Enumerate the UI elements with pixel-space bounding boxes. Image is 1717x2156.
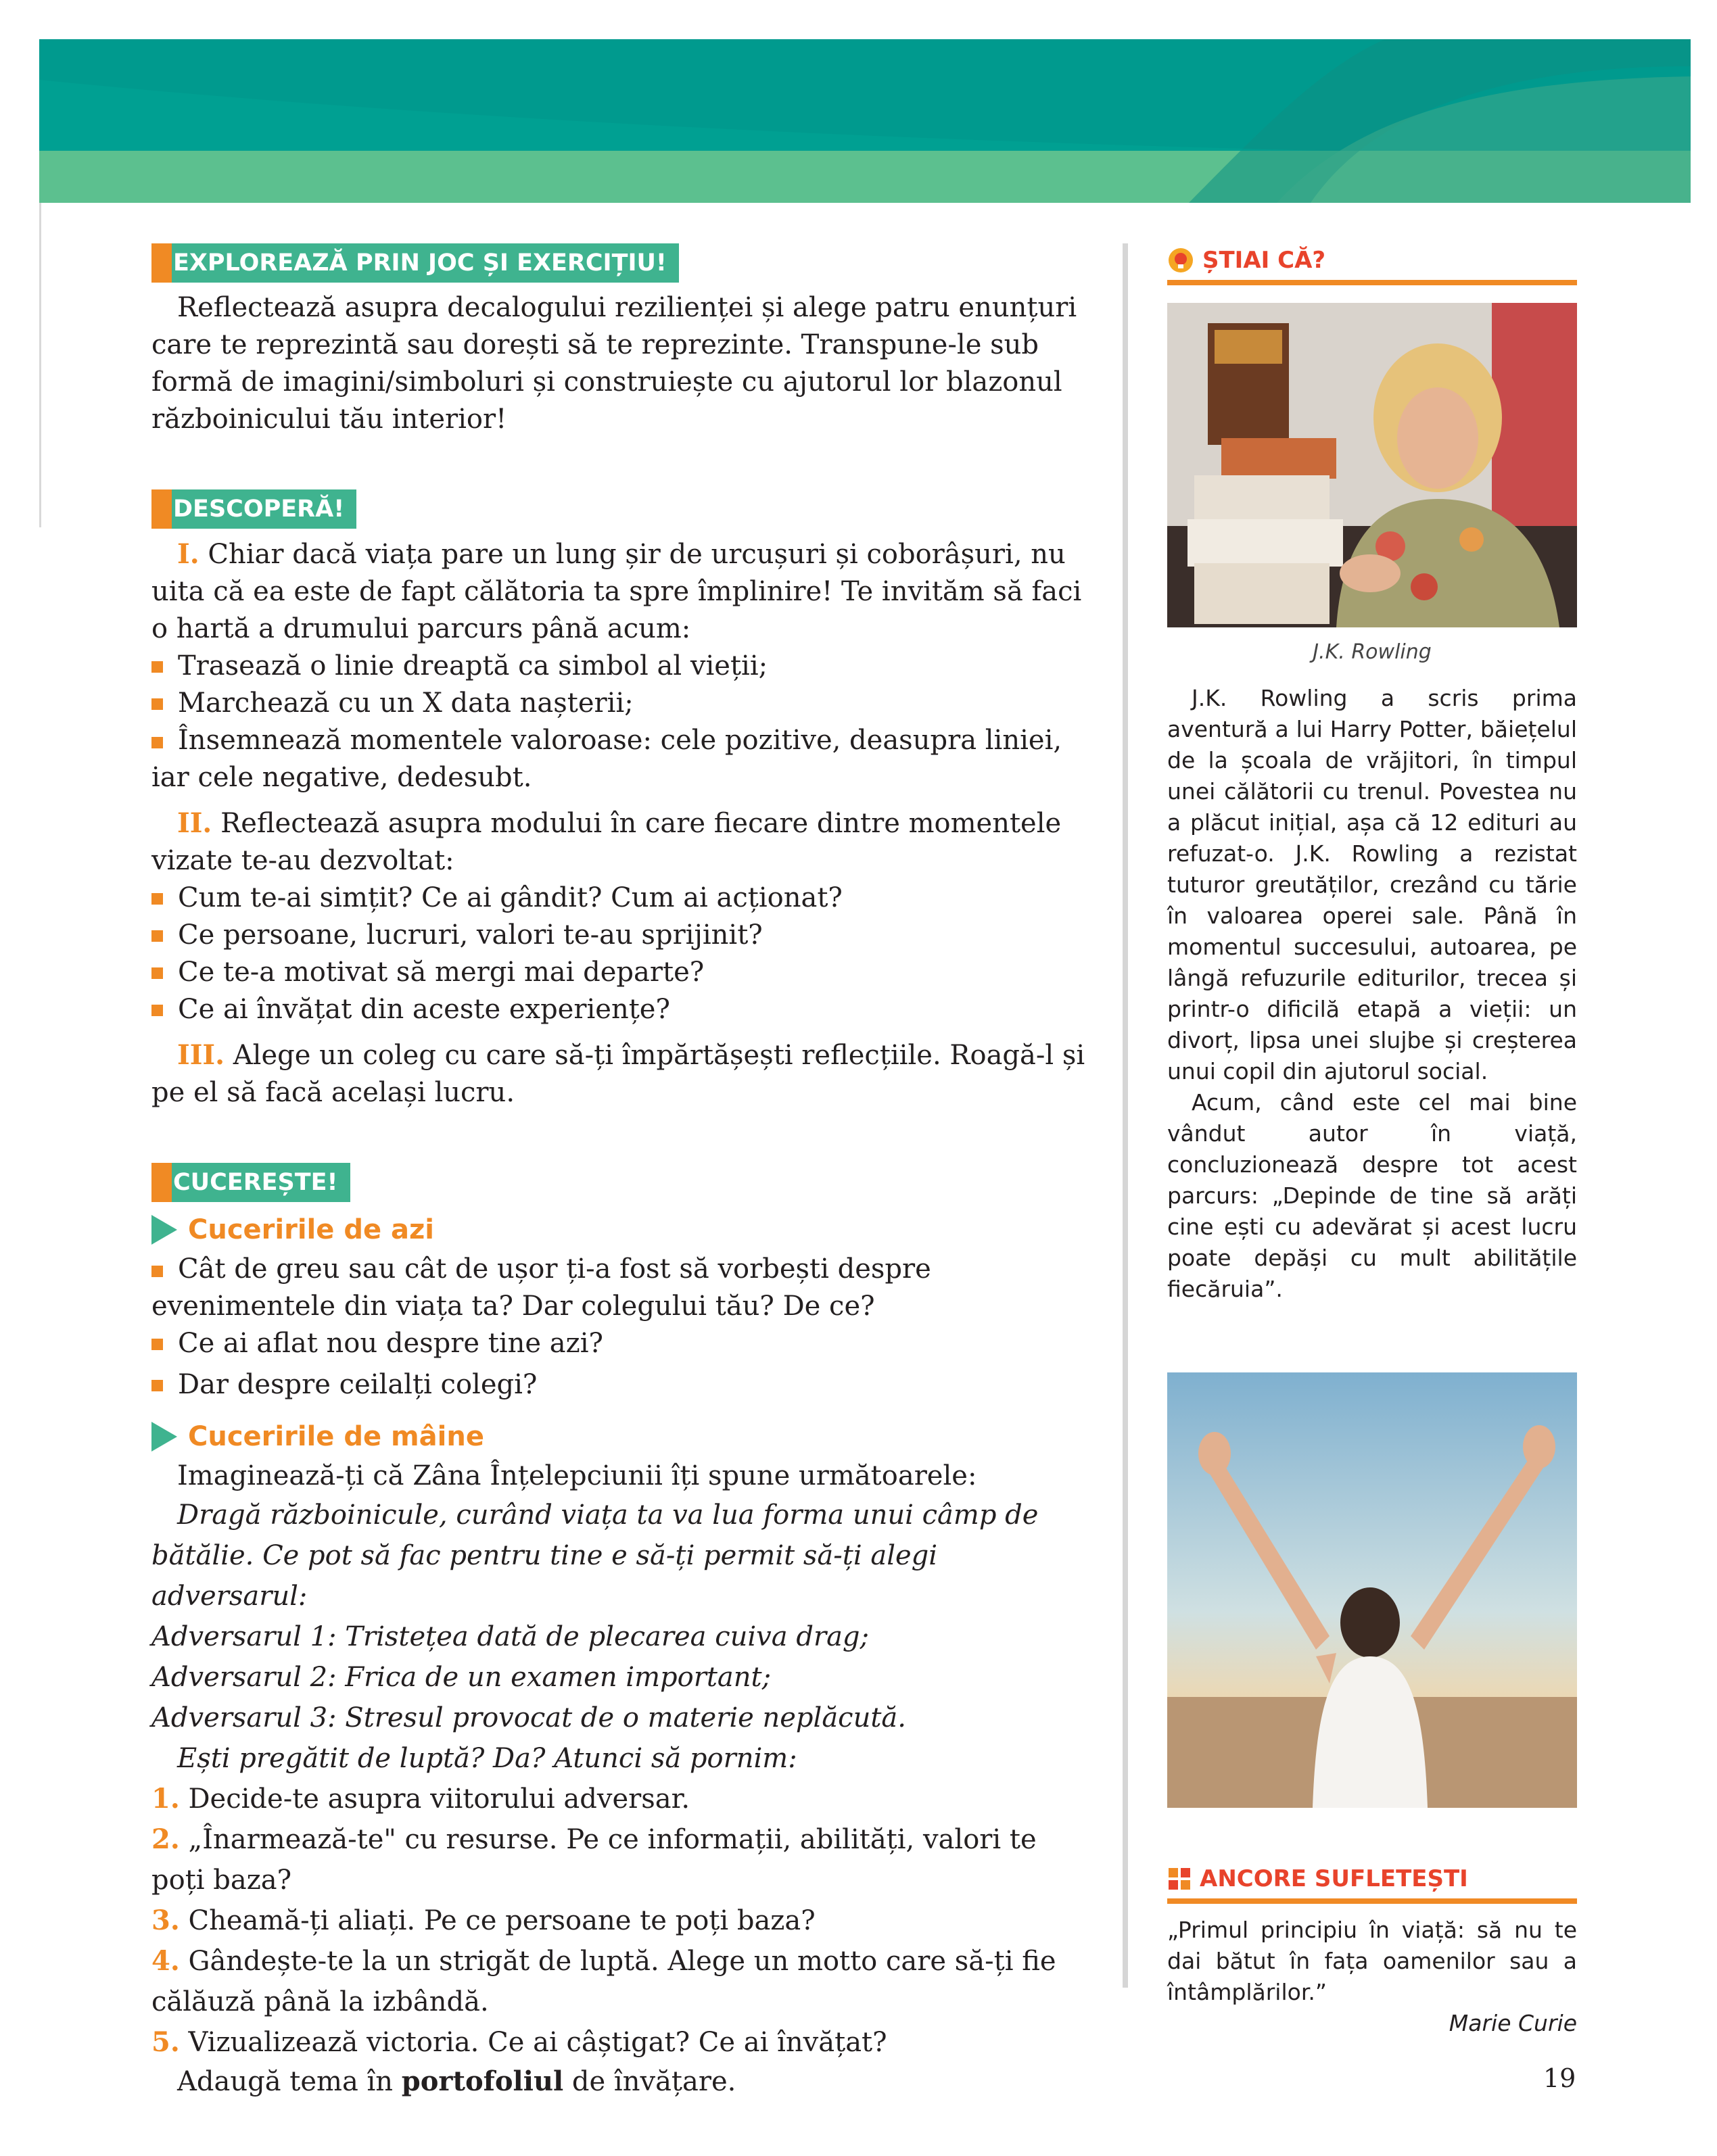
bullet-square-icon (151, 930, 163, 942)
today-subheading: Cuceririle de azi (151, 1209, 1091, 1251)
did-you-know-heading: ȘTIAI CĂ? (1167, 243, 1577, 277)
list-item: Ce ai învățat din aceste experiențe? (151, 991, 1091, 1028)
quote-author: Marie Curie (1449, 2010, 1577, 2036)
bullet-square-icon (151, 698, 163, 710)
bullet-square-icon (151, 1266, 163, 1277)
bullet-square-icon (151, 1339, 163, 1350)
adversary-3: Adversarul 3: Stresul provocat de o materie neplăcută. (151, 1702, 906, 1733)
triangle-arrow-icon (151, 1422, 177, 1452)
heading-underline (1167, 1898, 1577, 1904)
fairy-message: Dragă războinicule, curând viața ta va lua forma unui câmp de bătălie. Ce pot să fac pentru tine e să-ți permit să-ți alegi adversarul: (151, 1500, 1039, 1612)
discover-heading-tag (151, 489, 356, 529)
main-column (151, 243, 1091, 2101)
bullet-square-icon (151, 737, 163, 748)
adversary-2: Adversarul 2: Frica de un examen important; (151, 1662, 772, 1693)
discover-paragraph-2: II. Reflectează asupra modului în care fiecare dintre momentele vizate te-au dezvoltat: (151, 807, 1062, 876)
explore-heading: EXPLOREAZĂ PRIN JOC ȘI EXERCIȚIU! (173, 249, 667, 277)
discover-paragraph-1: I. Chiar dacă viața pare un lung șir de urcușuri și coborâșuri, nu uita că ea este de fapt călătoria ta spre împlinire! Te invităm să faci o hartă a drumului parcurs până acum: (151, 538, 1082, 644)
rowling-paragraph-2: Acum, când este cel mai bine vândut autor în viață, concluzionează despre tot acest parcurs: „Depinde de tine să arăți cine ești cu adevărat și acest lucru poate depăși cu mult abilitățile fiecăruia”. (1167, 1089, 1577, 1302)
side-column (1167, 243, 1577, 2039)
tomorrow-subheading: Cuceririle de mâine (151, 1416, 1091, 1458)
victory-photo (1167, 1372, 1577, 1808)
left-margin-rule (39, 203, 41, 527)
roman-numeral-3: III. (177, 1039, 225, 1071)
photo-caption: J.K. Rowling (1313, 640, 1432, 664)
anchors-heading: ANCORE SUFLETEȘTI (1167, 1862, 1577, 1896)
step-item: 3. Cheamă-ți aliați. Pe ce persoane te poți baza? (151, 1905, 816, 1936)
tomorrow-intro: Imaginează-ți că Zâna Înțelepciunii îți spune următoarele: (177, 1460, 977, 1491)
column-divider (1123, 243, 1128, 1988)
list-item: Dar despre ceilalți colegi? (151, 1366, 1091, 1404)
list-item: Ce persoane, lucruri, valori te-au sprijinit? (151, 917, 1091, 954)
explore-heading-tag (151, 243, 679, 283)
bullet-square-icon (151, 1005, 163, 1016)
portfolio-note: Adaugă tema în portofoliul de învățare. (177, 2065, 736, 2097)
conquer-heading-tag (151, 1163, 350, 1202)
list-item: Marchează cu un X data nașterii; (151, 685, 1091, 722)
header-band (39, 39, 1691, 203)
list-item: Ce ai aflat nou despre tine azi? (151, 1325, 1091, 1362)
step-item: 2. „Înarmează-te" cu resurse. Pe ce informații, abilități, valori te poți baza? (151, 1823, 1037, 1896)
list-item: Cât de greu sau cât de ușor ți-a fost să vorbești despre evenimentele din viața ta? Dar colegului tău? De ce? (151, 1253, 931, 1322)
heading-underline (1167, 280, 1577, 285)
discover-paragraph-3: III. Alege un coleg cu care să-ți împărtășești reflecțiile. Roagă-l și pe el să facă același lucru. (151, 1039, 1085, 1108)
step-item: 1. Decide-te asupra viitorului adversar. (151, 1783, 690, 1815)
step-item: 5. Vizualizează victoria. Ce ai câștigat? Ce ai învățat? (151, 2026, 887, 2058)
ready-question: Ești pregătit de luptă? Da? Atunci să pornim: (177, 1743, 797, 1774)
bullet-square-icon (151, 1380, 163, 1391)
list-item: Însemnează momentele valoroase: cele pozitive, deasupra liniei, iar cele negative, dedesubt. (151, 725, 1062, 793)
list-item: Trasează o linie dreaptă ca simbol al vieții; (151, 648, 1091, 685)
page-number: 19 (1543, 2063, 1576, 2093)
list-item: Cum te-ai simțit? Ce ai gândit? Cum ai acționat? (151, 880, 1091, 917)
bullet-square-icon (151, 893, 163, 905)
anchors-puzzle-icon (1167, 1867, 1192, 1891)
bullet-square-icon (151, 661, 163, 673)
discover-heading: DESCOPERĂ! (173, 496, 345, 523)
lightbulb-icon (1167, 247, 1194, 274)
triangle-arrow-icon (151, 1215, 177, 1245)
roman-numeral-1: I. (177, 538, 199, 570)
bullet-square-icon (151, 967, 163, 979)
list-item: Ce te-a motivat să mergi mai departe? (151, 954, 1091, 991)
step-item: 4. Gândește-te la un strigăt de luptă. Alege un motto care să-ți fie călăuză până la izbândă. (151, 1945, 1056, 2017)
rowling-paragraph-1: J.K. Rowling a scris prima aventură a lui Harry Potter, băiețelul de la școala de vrăjitori, în timpul unei călătorii cu trenul. Povestea nu a plăcut inițial, așa că 12 edituri au refuzat-o. J.K. Rowling a rezistat tuturor greutăților, crezând cu tărie în valoarea operei sale. Până în momentul succesului, autoarea, pe lângă refuzurile editurilor, trecea și printr-o dificilă etapă a vieții: un divorț, lipsa unei slujbe și creșterea unui copil din ajutorul social. (1167, 685, 1577, 1084)
adversary-1: Adversarul 1: Tristețea dată de plecarea cuiva drag; (151, 1621, 869, 1652)
rowling-photo (1167, 303, 1577, 627)
curie-quote: „Primul principiu în viață: să nu te dai bătut în fața oamenilor sau a întâmplărilor.” (1167, 1917, 1577, 2005)
roman-numeral-2: II. (177, 807, 212, 839)
explore-text: Reflectează asupra decalogului rezilienței și alege patru enunțuri care te reprezintă sau dorești să te reprezinte. Transpune-le sub formă de imagini/simboluri și construiește cu ajutorul lor blazonul războinicului tău interior! (151, 292, 1077, 435)
conquer-heading: CUCEREȘTE! (173, 1169, 338, 1196)
